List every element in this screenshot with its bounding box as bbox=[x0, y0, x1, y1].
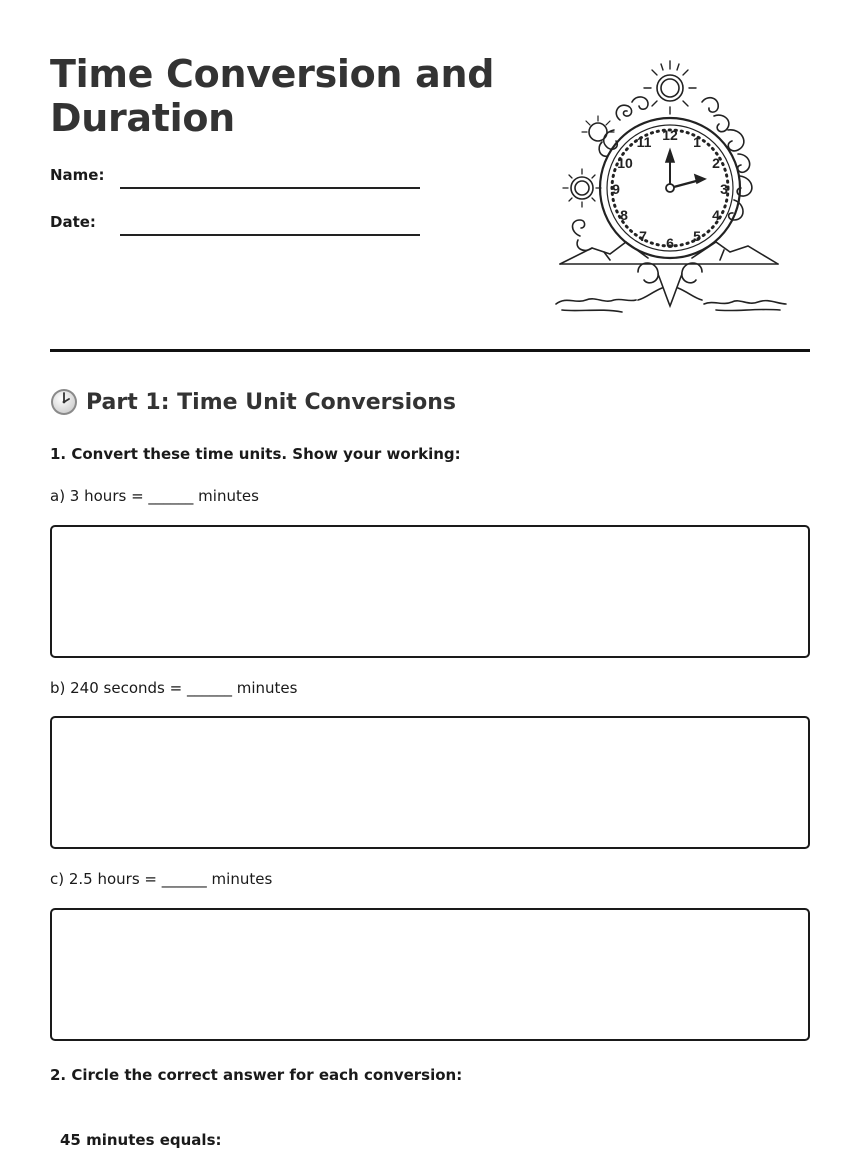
date-label: Date: bbox=[50, 213, 96, 231]
clock-number-3: 3 bbox=[720, 181, 728, 197]
clock-number-10: 10 bbox=[617, 155, 633, 171]
name-label: Name: bbox=[50, 166, 105, 184]
question-1a: a) 3 hours = ______ minutes bbox=[50, 487, 259, 505]
clock-number-1: 1 bbox=[693, 134, 701, 150]
clock-number-4: 4 bbox=[712, 207, 720, 223]
clock-number-6: 6 bbox=[666, 235, 674, 251]
question-1b: b) 240 seconds = ______ minutes bbox=[50, 679, 298, 697]
question-2: 2. Circle the correct answer for each conversion: bbox=[50, 1066, 463, 1084]
question-2-item-1-heading: 45 minutes equals: bbox=[60, 1131, 222, 1149]
answer-box-1c[interactable] bbox=[50, 908, 810, 1041]
name-field[interactable] bbox=[120, 187, 420, 189]
decorative-clock-illustration bbox=[552, 58, 792, 316]
section-divider bbox=[50, 349, 810, 352]
clock-number-12: 12 bbox=[662, 127, 678, 143]
clock-number-9: 9 bbox=[612, 181, 620, 197]
clock-number-5: 5 bbox=[693, 228, 701, 244]
clock-number-8: 8 bbox=[620, 207, 628, 223]
answer-box-1a[interactable] bbox=[50, 525, 810, 658]
question-1: 1. Convert these time units. Show your working: bbox=[50, 445, 461, 463]
clock-number-7: 7 bbox=[639, 228, 647, 244]
worksheet-title: Time Conversion and Duration bbox=[50, 52, 495, 140]
clock-number-11: 11 bbox=[636, 134, 652, 150]
question-1c: c) 2.5 hours = ______ minutes bbox=[50, 870, 273, 888]
date-field[interactable] bbox=[120, 234, 420, 236]
part1-heading-text: Part 1: Time Unit Conversions bbox=[86, 389, 457, 415]
clock-number-2: 2 bbox=[712, 155, 720, 171]
clock-icon bbox=[50, 388, 78, 416]
answer-box-1b[interactable] bbox=[50, 716, 810, 849]
part1-heading bbox=[50, 388, 456, 416]
